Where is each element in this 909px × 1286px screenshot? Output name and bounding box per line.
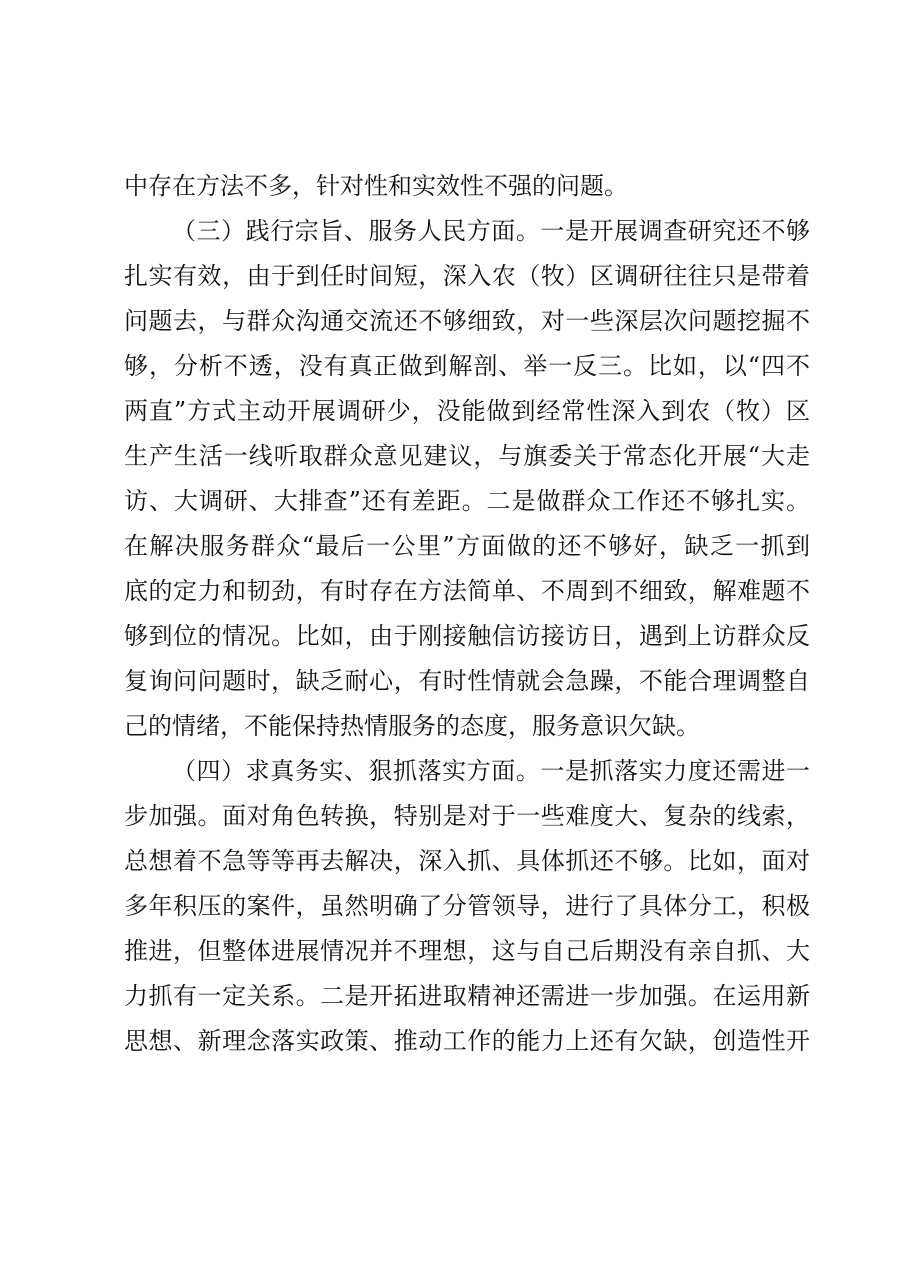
text-line: 力抓有一定关系。二是开拓进取精神还需进一步加强。在运用新 [124, 982, 810, 1010]
section-heading-line: （三）践行宗旨、服务人民方面。一是开展调查研究还不够 [172, 217, 810, 245]
text-line: 够，分析不透，没有真正做到解剖、举一反三。比如，以“四不 [124, 352, 810, 380]
text-line: 两直”方式主动开展调研少，没能做到经常性深入到农（牧）区 [124, 397, 810, 425]
text-line: 在解决服务群众“最后一公里”方面做的还不够好，缺乏一抓到 [124, 532, 810, 560]
text-line: 思想、新理念落实政策、推动工作的能力上还有欠缺，创造性开 [124, 1027, 810, 1055]
text-line: 问题去，与群众沟通交流还不够细致，对一些深层次问题挖掘不 [124, 307, 810, 335]
text-line: 中存在方法不多，针对性和实效性不强的问题。 [124, 172, 628, 200]
section-heading-line: （四）求真务实、狠抓落实方面。一是抓落实力度还需进一 [172, 757, 810, 785]
text-line: 够到位的情况。比如，由于刚接触信访接访日，遇到上访群众反 [124, 622, 810, 650]
text-line: 访、大调研、大排查”还有差距。二是做群众工作还不够扎实。 [124, 487, 810, 515]
document-body [124, 164, 810, 1064]
text-line: 己的情绪，不能保持热情服务的态度，服务意识欠缺。 [124, 712, 700, 740]
text-line: 总想着不急等等再去解决，深入抓、具体抓还不够。比如，面对 [124, 847, 810, 875]
text-line: 扎实有效，由于到任时间短，深入农（牧）区调研往往只是带着 [124, 262, 810, 290]
text-line: 步加强。面对角色转换，特别是对于一些难度大、复杂的线索， [124, 802, 810, 830]
text-line: 推进，但整体进展情况并不理想，这与自己后期没有亲自抓、大 [124, 937, 810, 965]
text-line: 底的定力和韧劲，有时存在方法简单、不周到不细致，解难题不 [124, 577, 810, 605]
text-line: 生产生活一线听取群众意见建议，与旗委关于常态化开展“大走 [124, 442, 810, 470]
text-line: 多年积压的案件，虽然明确了分管领导，进行了具体分工，积极 [124, 892, 810, 920]
text-line: 复询问问题时，缺乏耐心，有时性情就会急躁，不能合理调整自 [124, 667, 810, 695]
